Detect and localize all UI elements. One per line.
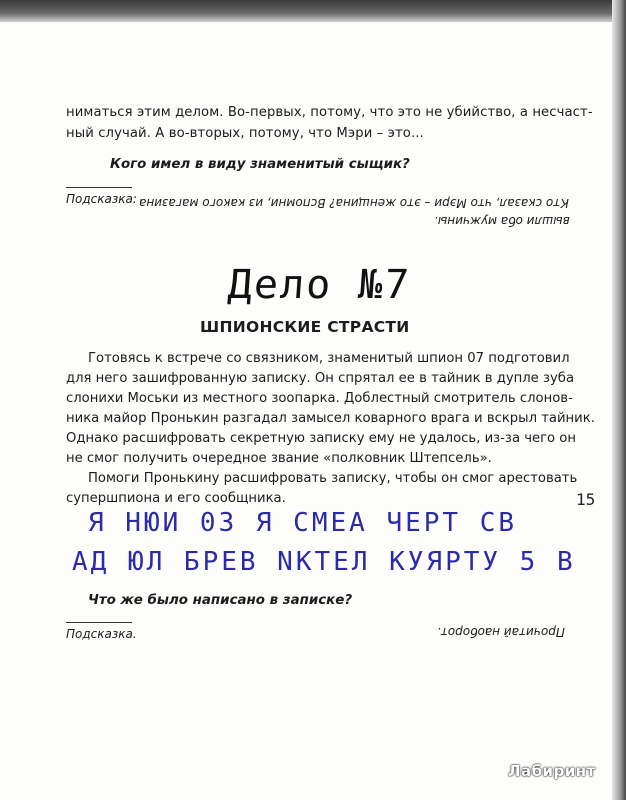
book-binding-top xyxy=(0,0,626,22)
case-p1-line-6: не смог получить очередное звание «полковник Штепсель». xyxy=(66,451,492,466)
case-question: Что же было написано в записке? xyxy=(88,593,353,608)
case-p1-line-3: слонихи Моськи из местного зоопарка. Доблестный смотритель слонов- xyxy=(66,391,573,406)
case-p1-line-4: ника майор Пронькин разгадал замысел коварного врага и вскрыл тайник. xyxy=(66,411,595,426)
case-p1-line-1: Готовясь к встрече со связником, знаменитый шпион 07 подготовил xyxy=(88,351,570,366)
hint-rule-2 xyxy=(66,622,132,623)
page-number: 15 xyxy=(576,490,596,509)
hint-upside-answer: Прочитай наоборот. xyxy=(437,625,565,639)
book-binding-right xyxy=(612,0,626,800)
case-p1-line-2: для него зашифрованную записку. Он спрятал ее в тайник в дупле зуба xyxy=(66,371,575,386)
top-question: Кого имел в виду знаменитый сыщик? xyxy=(110,157,410,172)
top-text-line-2: ный случай. А во-вторых, потому, что Мэри – это... xyxy=(66,126,424,141)
hint-rule-1 xyxy=(66,187,132,188)
hint-upside-line-2: вышли оба мужчины. xyxy=(434,214,570,228)
top-text-line-1: ниматься этим делом. Во-первых, потому, что это не убийство, а несчаст- xyxy=(66,105,593,120)
hint-upside-line-1: Кто сказал, что Мэри – это женщина? Вспомни, из какого магазина xyxy=(139,196,569,210)
watermark-logo: Лабиринт xyxy=(508,762,596,780)
case-title: Дело №7 xyxy=(226,262,413,308)
hint-label-1: Подсказка: xyxy=(66,192,137,206)
case-subtitle: ШПИОНСКИЕ СТРАСТИ xyxy=(200,318,410,336)
case-p2-line-1: Помоги Пронькину расшифровать записку, чтобы он смог арестовать xyxy=(88,471,578,486)
cipher-line-2: АД ЮЛ БРЕВ NКТЕЛ КУЯРТУ 5 В xyxy=(72,547,576,577)
cipher-line-1: Я НЮИ 03 Я СМЕА ЧЕРТ СВ xyxy=(88,508,518,538)
case-p1-line-5: Однако расшифровать секретную записку ему не удалось, из-за чего он xyxy=(66,431,576,446)
case-p2-line-2: супершпиона и его сообщника. xyxy=(66,491,286,506)
hint-label-2: Подсказка. xyxy=(66,627,137,641)
